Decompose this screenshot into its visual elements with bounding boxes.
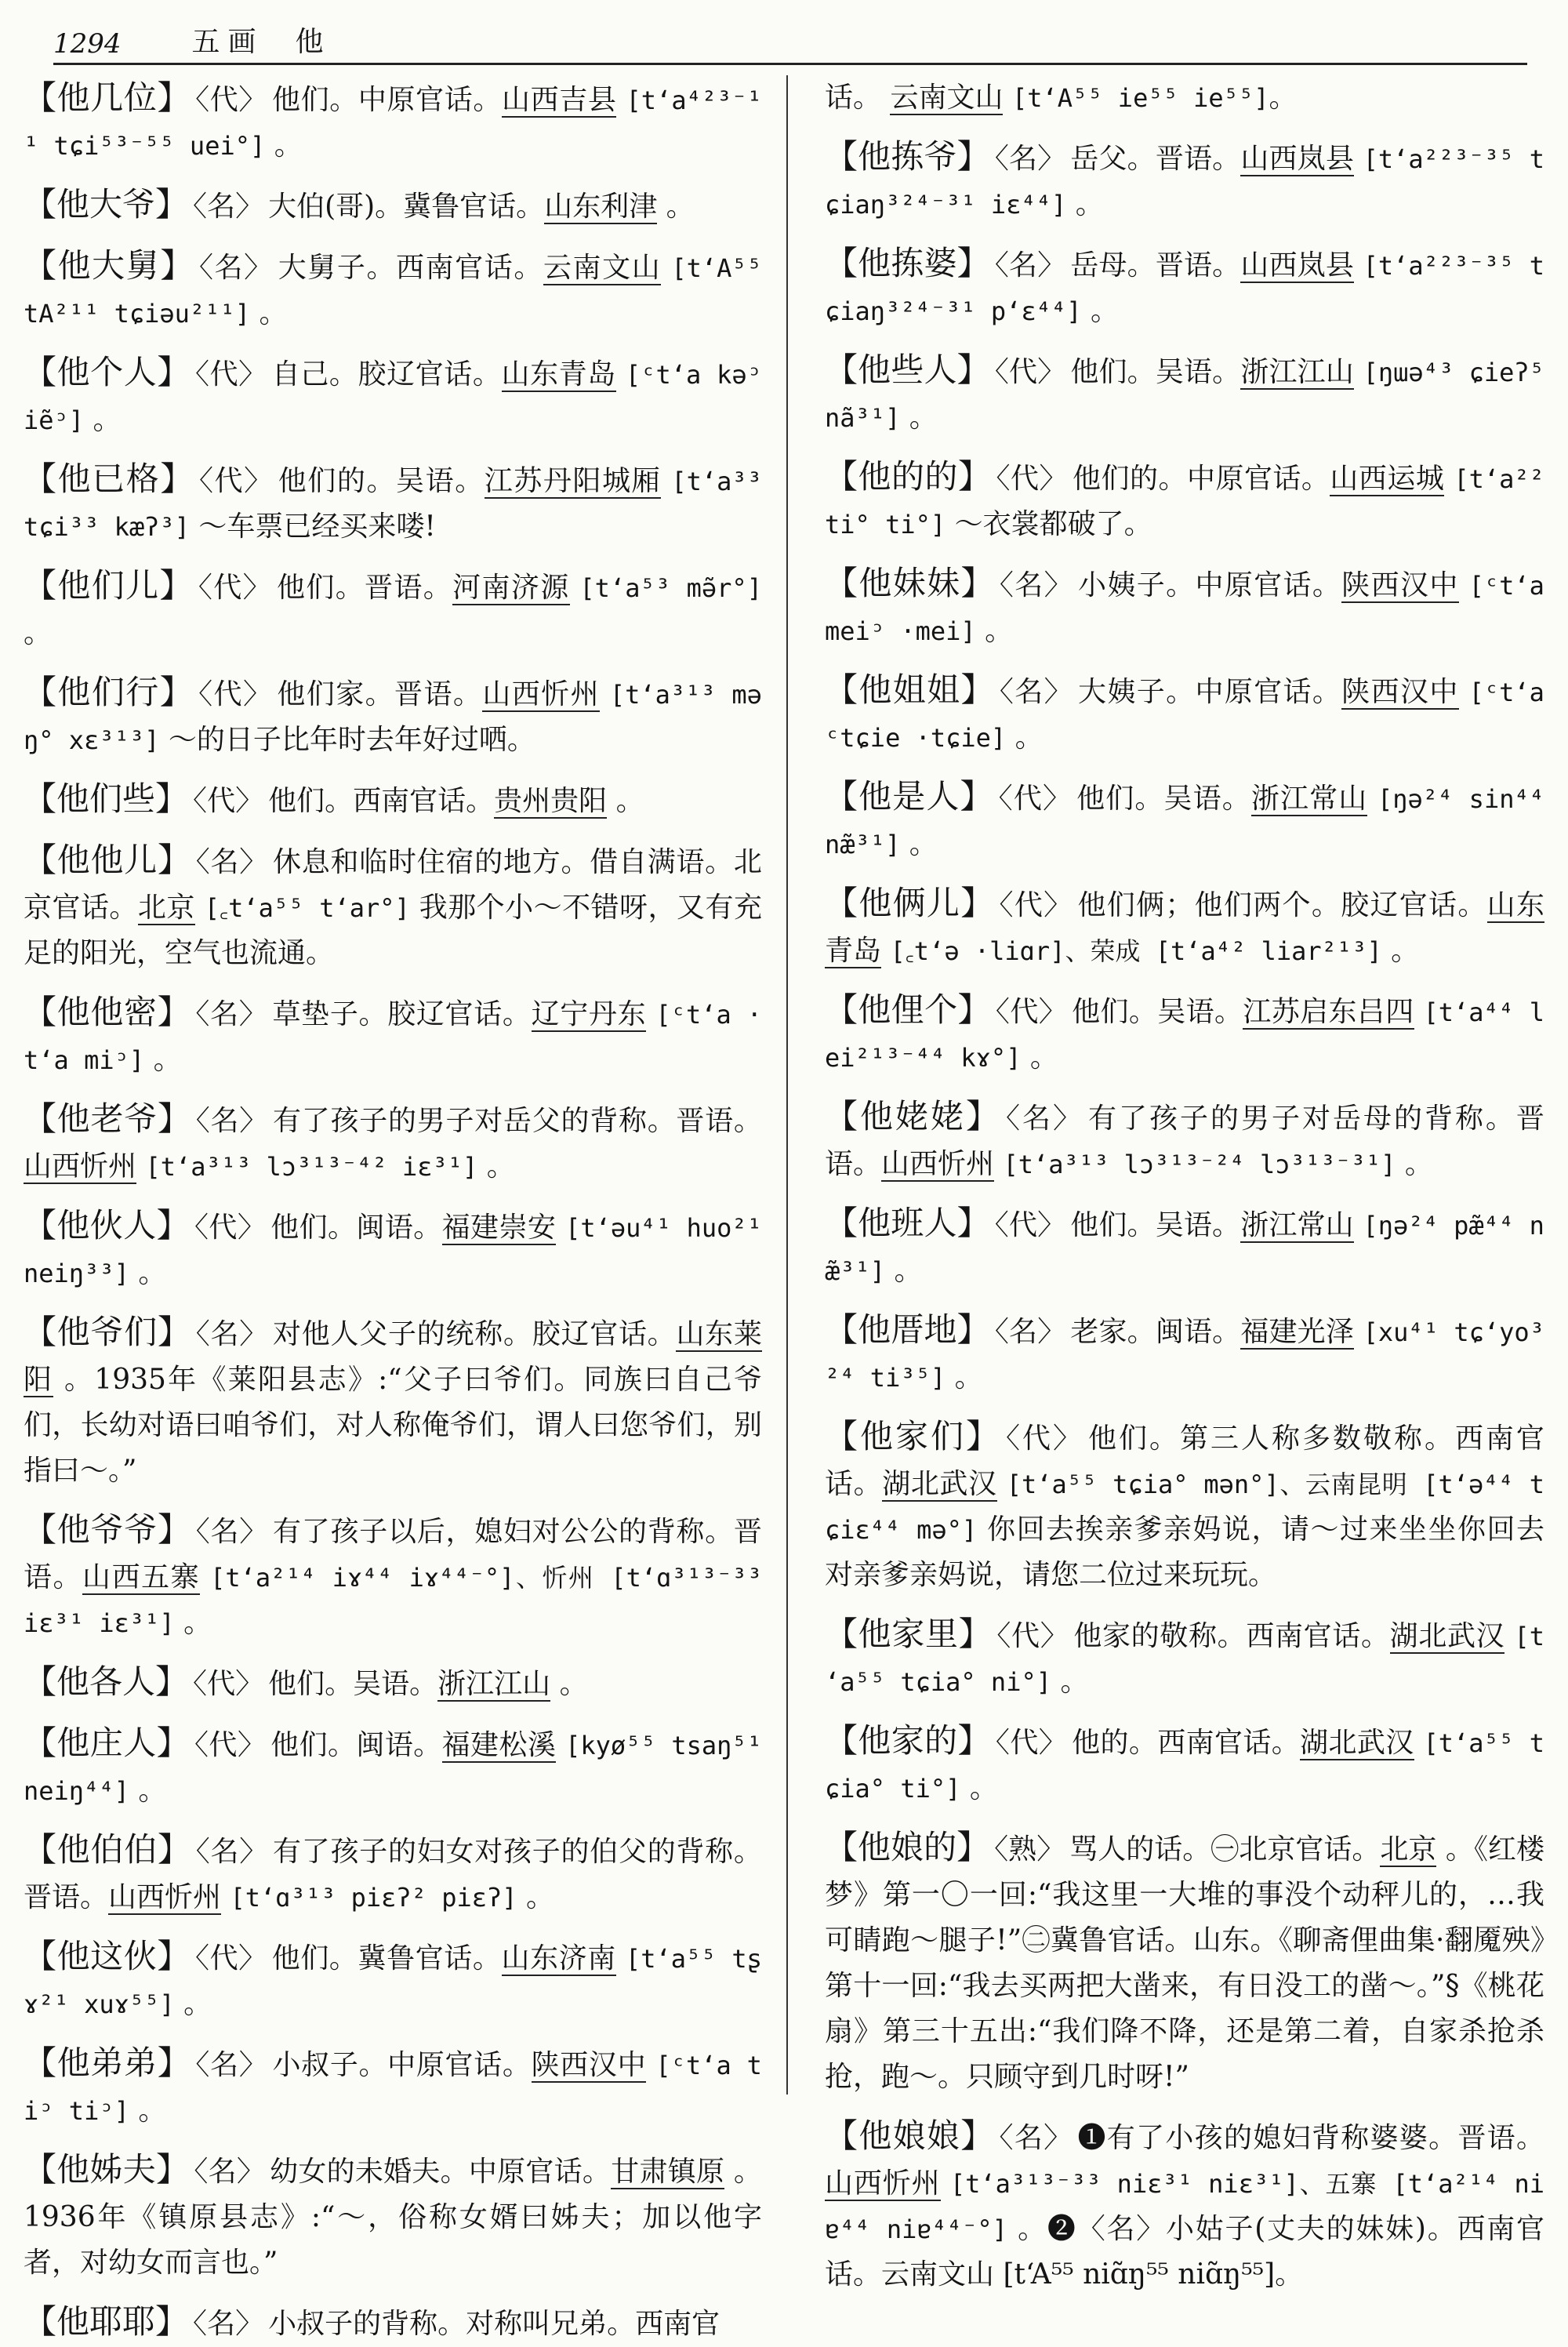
part-of-speech: 〈 代 〉 xyxy=(198,678,272,710)
example-text: 。 xyxy=(24,617,53,649)
continuation-suffix: 。 xyxy=(1269,82,1298,114)
headword: 【 他的的 】 xyxy=(825,457,991,496)
example-text: 。 xyxy=(1090,295,1119,327)
headword: 【 他大爷 】 xyxy=(24,185,188,223)
definition: 休息和临时住宿的地方。借自满语。北京官话。 xyxy=(24,846,762,924)
example-text: 。 xyxy=(1060,1666,1089,1698)
phonetic: [ᶜtʻa meiᵓ ·mei] xyxy=(825,571,1544,646)
part-of-speech: 〈 名 〉 xyxy=(193,2308,263,2340)
definition: 幼女的未婚夫。中原官话。 xyxy=(270,2156,612,2188)
part-of-speech: 〈 熟 〉 xyxy=(994,1833,1065,1866)
running-head xyxy=(192,20,332,63)
example-text: 。 xyxy=(909,401,938,434)
dictionary-entry xyxy=(825,667,1544,761)
definition: 大姨子。中原官话。 xyxy=(1077,676,1342,708)
dictionary-entry xyxy=(825,881,1544,974)
place-name: 湖北武汉 xyxy=(1389,1620,1505,1652)
phonetic: [tʻa⁵⁵ tɕia° mən°]、云南昆明 [tʻə⁴⁴ tɕiɛ⁴⁴ mə°] xyxy=(825,1470,1544,1545)
definition: 岳父。晋语。 xyxy=(1070,143,1241,175)
dictionary-entry xyxy=(24,670,762,763)
page-number: 1294 xyxy=(53,28,122,60)
phonetic: [ᶜtʻa ·tʻa miᵓ] xyxy=(24,1000,762,1075)
example-text: 。 xyxy=(138,2094,167,2127)
dictionary-entry xyxy=(825,1094,1544,1187)
definition: 他们的。中原官话。 xyxy=(1072,463,1330,495)
part-of-speech: 〈 代 〉 xyxy=(199,465,274,497)
example-text: 。 xyxy=(1404,1148,1433,1180)
definition: 有了孩子以后，媳妇对公公的背称。晋语。 xyxy=(24,1516,762,1593)
headword: 【 他姥姥 】 xyxy=(825,1097,1001,1135)
place-name: 甘肃镇原 xyxy=(611,2156,725,2188)
part-of-speech: 〈 代 〉 xyxy=(995,1209,1065,1241)
definition: 老家。闽语。 xyxy=(1070,1316,1241,1348)
headword: 【 他伙人 】 xyxy=(24,1206,190,1244)
example-text: 。 xyxy=(1014,721,1044,754)
part-of-speech: 〈 代 〉 xyxy=(198,572,272,604)
part-of-speech: 〈 名 〉 xyxy=(1000,2122,1073,2154)
example-text: 。 xyxy=(486,1150,515,1183)
phonetic: [tʻa⁴²³⁻¹¹ tɕi⁵³⁻⁵⁵ uei°] xyxy=(24,85,762,161)
headword: 【 他爷爷 】 xyxy=(24,1510,191,1549)
dictionary-entry xyxy=(24,243,762,336)
part-of-speech: 〈 代 〉 xyxy=(193,1668,263,1700)
definition: 他们。吴语。 xyxy=(1070,356,1241,388)
definition: 他们。吴语。 xyxy=(1076,783,1251,815)
example-text: 。 xyxy=(259,297,288,329)
dictionary-entry xyxy=(825,561,1544,654)
part-of-speech: 〈 名 〉 xyxy=(1006,1103,1083,1135)
dictionary-entry xyxy=(24,1934,762,2027)
phonetic: [ŋɯə⁴³ ɕieʔ⁵ nã³¹] xyxy=(825,358,1544,433)
definition: 他们。吴语。 xyxy=(1070,1209,1241,1241)
phonetic: [kyø⁵⁵ tsaŋ⁵¹ neiŋ⁴⁴] xyxy=(24,1731,762,1806)
headword: 【 他大舅 】 xyxy=(24,246,194,285)
example-text: 。 xyxy=(954,1361,983,1393)
column-divider xyxy=(786,75,788,2094)
headword: 【 他耶耶 】 xyxy=(24,2302,188,2341)
place-name: 浙江江山 xyxy=(1240,356,1354,388)
dictionary-entry xyxy=(24,182,762,230)
dictionary-entry xyxy=(24,75,762,169)
phonetic: [tʻa²²³⁻³⁵ tɕiaŋ³²⁴⁻³¹ iɛ⁴⁴] xyxy=(825,144,1544,220)
headword: 【 他们些 】 xyxy=(24,779,188,818)
definition: 有了孩子的男子对岳父的背称。晋语。 xyxy=(273,1105,762,1137)
example-text: 。 xyxy=(666,191,695,223)
part-of-speech: 〈 名 〉 xyxy=(995,249,1066,282)
dictionary-entry xyxy=(24,1659,762,1707)
headword: 【 他庄人 】 xyxy=(24,1724,190,1762)
dictionary-entry xyxy=(825,347,1544,441)
part-of-speech: 〈 名 〉 xyxy=(199,252,274,284)
headword: 【 他们行 】 xyxy=(24,673,194,711)
part-of-speech: 〈 代 〉 xyxy=(996,463,1068,495)
place-name: 陕西汉中 xyxy=(1341,676,1459,708)
place-name: 山西五寨 xyxy=(82,1561,201,1593)
place-name: 江苏丹阳城厢 xyxy=(484,465,662,497)
dictionary-entry xyxy=(825,134,1544,227)
place-name: 北京 xyxy=(137,892,195,924)
part-of-speech: 〈 代 〉 xyxy=(195,358,267,391)
part-of-speech: 〈 代 〉 xyxy=(193,785,263,817)
headword: 【 他拣婆 】 xyxy=(825,244,990,282)
example-text: 。 xyxy=(153,1044,182,1076)
headword: 【 他厝地 】 xyxy=(825,1310,990,1349)
phonetic: [tʻɑ³¹³ piɛʔ² piɛʔ] xyxy=(230,1883,517,1913)
place-name: 河南济源 xyxy=(452,572,570,604)
part-of-speech: 〈 名 〉 xyxy=(995,143,1066,175)
dictionary-entry xyxy=(825,1825,1544,2100)
definition: 他们的。吴语。 xyxy=(278,465,485,497)
place-name: 山东青岛 xyxy=(501,358,616,391)
part-of-speech: 〈 代 〉 xyxy=(999,783,1072,815)
part-of-speech: 〈 代 〉 xyxy=(995,356,1066,388)
headword: 【 他这伙 】 xyxy=(24,1937,191,1975)
example-text: 。 xyxy=(525,1881,554,1913)
section-label: 五画 xyxy=(191,26,264,58)
headword: 【 他他儿 】 xyxy=(24,841,191,879)
dictionary-entry xyxy=(825,241,1544,334)
part-of-speech: 〈 名 〉 xyxy=(196,1516,268,1548)
part-of-speech: 〈 代 〉 xyxy=(194,1729,266,1761)
definition: 他家的敬称。西南官话。 xyxy=(1073,1620,1390,1652)
definition: 他们。西南官话。 xyxy=(268,785,495,817)
headword: 【 他家里 】 xyxy=(825,1615,992,1653)
phonetic: [tʻəu⁴¹ huo²¹ neiŋ³³] xyxy=(24,1213,762,1288)
definition: 对他人父子的统称。胶辽官话。 xyxy=(273,1318,677,1350)
dictionary-entry xyxy=(24,1720,762,1814)
phonetic: [tʻa⁵⁵ tɕia° ti°] xyxy=(825,1728,1544,1804)
headword: 【 他们儿 】 xyxy=(24,566,194,605)
phonetic: [tʻa⁵⁵ tʂɤ²¹ xuɤ⁵⁵] xyxy=(24,1944,762,2019)
definition: 他的。西南官话。 xyxy=(1072,1727,1301,1759)
place-name: 浙江江山 xyxy=(437,1668,551,1700)
example-text: 。 xyxy=(909,828,938,860)
dictionary-entry xyxy=(825,1414,1544,1598)
headword: 【 他是人 】 xyxy=(825,777,994,816)
phonetic: [tʻa³¹³ məŋ° xɛ³¹³] xyxy=(24,680,762,755)
example-text: 。❷〈名〉小姑子(丈夫的妹妹)。西南官话。云南文山 [tʻA⁵⁵ niɑ̃ŋ⁵⁵ niɑ̃ŋ⁵⁵]。 xyxy=(825,2213,1545,2291)
dictionary-entry xyxy=(825,1611,1544,1705)
phonetic: [tʻa³¹³ lɔ³¹³⁻²⁴ lɔ³¹³⁻³¹] xyxy=(1003,1150,1396,1179)
place-name: 浙江常山 xyxy=(1240,1209,1354,1241)
dictionary-entry xyxy=(24,1203,762,1296)
dictionary-entry xyxy=(24,1096,762,1190)
definition: 他们。冀鲁官话。 xyxy=(271,1942,502,1975)
place-name: 福建崇安 xyxy=(441,1212,557,1244)
dictionary-entry xyxy=(825,1307,1544,1401)
place-name: 湖北武汉 xyxy=(1300,1727,1414,1759)
place-name: 浙江常山 xyxy=(1250,783,1368,815)
phonetic: [ŋə²⁴ sin⁴⁴ næ̃³¹] xyxy=(825,784,1544,859)
dictionary-entry xyxy=(24,1827,762,1920)
dictionary-entry xyxy=(24,2040,762,2134)
place-name: 江苏启东吕四 xyxy=(1243,996,1414,1028)
headword: 【 他已格 】 xyxy=(24,460,194,498)
page-header xyxy=(53,22,1527,65)
definition: 有了孩子的男子对岳母的背称。晋语。 xyxy=(825,1103,1544,1180)
headword: 【 他娘的 】 xyxy=(825,1828,989,1866)
part-of-speech: 〈 代 〉 xyxy=(996,996,1067,1028)
place-name: 山东莱阳 xyxy=(24,1318,762,1396)
headword: 【 他妹妹 】 xyxy=(825,564,995,602)
phonetic: [꜀tʻa⁵⁵ tʻar°] xyxy=(204,893,410,923)
definition: 他们。晋语。 xyxy=(276,572,453,604)
definition: 大舅子。西南官话。 xyxy=(278,252,543,284)
part-of-speech: 〈 名 〉 xyxy=(193,191,263,223)
example-text: 。 xyxy=(969,1772,998,1804)
example-text: 。 xyxy=(138,1775,167,1807)
dictionary-entry xyxy=(825,1718,1544,1811)
place-name: 陕西汉中 xyxy=(1341,569,1459,601)
example-text: 。 xyxy=(183,1607,212,1639)
definition: 小叔子。中原官话。 xyxy=(272,2049,532,2081)
example-text: 。 xyxy=(1075,188,1104,220)
place-name: 山西忻州 xyxy=(881,1148,995,1180)
example-text: 我那个小～不错呀，又有充足的阳光，空气也流通。 xyxy=(24,892,762,969)
dictionary-entry xyxy=(24,837,762,976)
continuation-prefix: 话。 xyxy=(825,82,882,114)
example-text: 。 xyxy=(93,404,122,436)
place-name: 山西岚县 xyxy=(1240,249,1354,282)
place-name: 贵州贵阳 xyxy=(494,785,608,817)
definition: 他们。中原官话。 xyxy=(272,84,502,116)
example-text: 。《红楼梦》第一〇一回:“我这里一大堆的事没个动秤儿的，…我可睛跑～腿子!”㊁冀鲁官话。山东。《聊斋俚曲集·翻魇殃》第十一回:“我去买两把大凿来，有日没工的凿～。”§《桃花扇》第三十五出:“我们降不降，还是第二着，自家杀抢杀抢，跑～。只顾守到几时呀!” xyxy=(825,1833,1544,2093)
headword: 【 他老爷 】 xyxy=(24,1099,191,1138)
headword: 【 他几位 】 xyxy=(24,78,191,117)
definition: 他们。闽语。 xyxy=(270,1212,442,1244)
part-of-speech: 〈 名 〉 xyxy=(196,1836,268,1868)
part-of-speech: 〈 代 〉 xyxy=(996,1620,1069,1652)
phonetic: [tʻa²²³⁻³⁵ tɕiaŋ³²⁴⁻³¹ pʻɛ⁴⁴] xyxy=(825,251,1544,326)
headword: 【 他伯伯 】 xyxy=(24,1830,191,1869)
headword: 【 他家的 】 xyxy=(825,1721,991,1760)
dictionary-entry xyxy=(24,456,762,550)
example-text: ～车票已经买来喽! xyxy=(198,510,436,543)
definition: 大伯(哥)。冀鲁官话。 xyxy=(268,191,545,223)
definition: 自己。胶辽官话。 xyxy=(271,358,502,391)
headword: 【 他弟弟 】 xyxy=(24,2044,191,2082)
dictionary-entry xyxy=(24,1507,762,1646)
phonetic: [ᶜtʻa kəᵓ iẽᵓ] xyxy=(24,360,762,435)
dictionary-entry xyxy=(825,454,1544,547)
example-text: 。 xyxy=(274,129,303,162)
example-text: 你回去挨亲爹亲妈说，请～过来坐坐你回去对亲爹亲妈说，请您二位过来玩玩。 xyxy=(825,1513,1544,1591)
head-character: 他 xyxy=(295,26,332,58)
phonetic: [tʻa²² ti° ti°] xyxy=(825,464,1544,540)
dictionary-entry xyxy=(24,563,762,656)
phonetic: [tʻa⁵⁵ tɕia° ni°] xyxy=(825,1622,1544,1697)
part-of-speech: 〈 代 〉 xyxy=(1006,1422,1083,1455)
definition: 他们俩；他们两个。胶辽官话。 xyxy=(1077,889,1487,921)
dictionary-entry xyxy=(24,1310,762,1494)
example-text: 。 xyxy=(985,615,1014,647)
part-of-speech: 〈 代 〉 xyxy=(195,84,267,116)
phonetic: [tʻA⁵⁵ tA²¹¹ tɕiəu²¹¹] xyxy=(24,253,762,329)
example-text: ～衣裳都破了。 xyxy=(954,508,1152,540)
dictionary-entry xyxy=(825,987,1544,1081)
example-text: 。 xyxy=(894,1255,923,1287)
place-name: 湖北武汉 xyxy=(882,1468,997,1500)
place-name: 陕西汉中 xyxy=(531,2049,647,2081)
headword: 【 他各人 】 xyxy=(24,1662,188,1701)
part-of-speech: 〈 名 〉 xyxy=(195,2049,267,2081)
dictionary-entry xyxy=(24,776,762,824)
left-column xyxy=(24,75,762,2341)
example-text: 。 xyxy=(615,785,644,817)
part-of-speech: 〈 代 〉 xyxy=(996,1727,1067,1759)
headword: 【 他拣爷 】 xyxy=(825,137,990,176)
place-name: 山东青岛 xyxy=(825,889,1544,967)
phonetic: [tʻA⁵⁵ ie⁵⁵ ie⁵⁵] xyxy=(1011,83,1269,113)
place-name: 山西忻州 xyxy=(108,1881,222,1913)
headword: 【 他俩儿 】 xyxy=(825,884,995,922)
part-of-speech: 〈 名 〉 xyxy=(194,2156,265,2188)
headword: 【 他家们 】 xyxy=(825,1417,1001,1455)
headword: 【 他他密 】 xyxy=(24,993,191,1031)
example-text: 。1936年《镇原县志》:“～，俗称女婿曰姊夫；加以他字者，对幼女而言也。” xyxy=(24,2156,762,2279)
right-column xyxy=(825,75,1545,2291)
headword: 【 他爷们 】 xyxy=(24,1313,191,1351)
headword: 【 他个人 】 xyxy=(24,353,191,391)
phonetic: [ŋə²⁴ pæ̃⁴⁴ næ̃³¹] xyxy=(825,1211,1544,1286)
place-name: 山西忻州 xyxy=(24,1150,137,1183)
phonetic: [tʻa³³ tɕi³³ kæʔ³] xyxy=(24,467,762,542)
dictionary-entry xyxy=(24,990,762,1083)
phonetic: [tʻa⁵³ mə̃r°] xyxy=(579,573,762,603)
phonetic: [tʻa³¹³ lɔ³¹³⁻⁴² iɛ³¹] xyxy=(145,1152,478,1182)
place-name: 北京 xyxy=(1380,1833,1437,1866)
place-name: 山西吉县 xyxy=(501,84,617,116)
continuation-entry xyxy=(825,75,1544,121)
part-of-speech: 〈 名 〉 xyxy=(196,846,268,878)
phonetic: [tʻa⁴⁴ lei²¹³⁻⁴⁴ kɤ°] xyxy=(825,997,1544,1073)
definition: 他们家。晋语。 xyxy=(277,678,483,710)
definition: 他们。闽语。 xyxy=(270,1729,442,1761)
definition: 他们。第三人称多数敬称。西南官话。 xyxy=(825,1422,1544,1500)
headword: 【 他俚个 】 xyxy=(825,990,991,1029)
phonetic: [tʻa³¹³⁻³³ niɛ³¹ niɛ³¹]、五寨 [tʻa²¹⁴ niɐ⁴⁴ niɐ⁴⁴⁻°] xyxy=(825,2169,1544,2244)
definition: 岳母。晋语。 xyxy=(1070,249,1241,282)
definition: 草垫子。胶辽官话。 xyxy=(272,998,532,1030)
place-name: 山西忻州 xyxy=(482,678,600,710)
dictionary-entry xyxy=(24,2299,762,2347)
part-of-speech: 〈 代 〉 xyxy=(194,1212,266,1244)
example-text: 。 xyxy=(183,1988,212,2020)
definition: 小叔子的背称。对称叫兄弟。西南官 xyxy=(268,2308,720,2340)
part-of-speech: 〈 代 〉 xyxy=(195,1942,267,1975)
place-name: 辽宁丹东 xyxy=(531,998,647,1030)
definition: ❶有了小孩的媳妇背称婆婆。晋语。 xyxy=(1077,2122,1544,2154)
part-of-speech: 〈 名 〉 xyxy=(196,1105,268,1137)
example-text: 。 xyxy=(1391,935,1420,967)
part-of-speech: 〈 名 〉 xyxy=(196,1318,268,1350)
place-name: 山西运城 xyxy=(1330,463,1445,495)
phonetic: [ᶜtʻa ᶜtɕie ·tɕie] xyxy=(825,678,1544,753)
place-name: 云南文山 xyxy=(890,82,1004,114)
part-of-speech: 〈 名 〉 xyxy=(1000,676,1073,708)
dictionary-entry xyxy=(825,2113,1544,2298)
place-name: 山东济南 xyxy=(501,1942,616,1975)
part-of-speech: 〈 名 〉 xyxy=(195,998,267,1030)
phonetic: [꜀tʻə ·liɑr]、荣成 [tʻa⁴² liar²¹³] xyxy=(890,936,1382,966)
definition: 他们。吴语。 xyxy=(268,1668,438,1700)
example-text: 。 xyxy=(559,1668,588,1700)
headword: 【 他班人 】 xyxy=(825,1204,990,1242)
dictionary-entry xyxy=(825,1201,1544,1294)
phonetic: [ᶜtʻa tiᵓ tiᵓ] xyxy=(24,2051,762,2126)
example-text: ～的日子比年时去年好过哂。 xyxy=(168,724,535,756)
definition: 骂人的话。㊀北京官话。 xyxy=(1069,1833,1381,1866)
example-text: 。 xyxy=(138,1257,167,1289)
place-name: 山西岚县 xyxy=(1240,143,1354,175)
part-of-speech: 〈 代 〉 xyxy=(1000,889,1073,921)
definition: 小姨子。中原官话。 xyxy=(1077,569,1342,601)
dictionary-entry xyxy=(825,774,1544,867)
part-of-speech: 〈 名 〉 xyxy=(1000,569,1073,601)
dictionary-entry xyxy=(24,350,762,443)
example-text: 。 xyxy=(1029,1041,1058,1074)
place-name: 山西忻州 xyxy=(825,2167,941,2200)
place-name: 福建松溪 xyxy=(441,1729,557,1761)
phonetic: [tʻa²¹⁴ iɤ⁴⁴ iɤ⁴⁴⁻°]、忻州 [tʻɑ³¹³⁻³³ iɛ³¹ iɛ³¹] xyxy=(24,1563,762,1638)
example-text: 。1935年《莱阳县志》:“父子曰爷们。同族曰自己爷们，长幼对语曰咱爷们，对人称俺爷们，谓人曰您爷们，别指曰～。” xyxy=(24,1364,762,1487)
place-name: 山东利津 xyxy=(544,191,658,223)
place-name: 云南文山 xyxy=(543,252,662,284)
definition: 他们。吴语。 xyxy=(1072,996,1243,1028)
dictionary-entry xyxy=(24,2147,762,2286)
phonetic: [xu⁴¹ tɕʻyo³²⁴ ti³⁵] xyxy=(825,1317,1544,1393)
headword: 【 他姊夫 】 xyxy=(24,2150,189,2189)
part-of-speech: 〈 名 〉 xyxy=(995,1316,1066,1348)
headword: 【 他姐姐 】 xyxy=(825,670,995,709)
definition: 有了孩子的妇女对孩子的伯父的背称。晋语。 xyxy=(24,1836,762,1913)
place-name: 福建光泽 xyxy=(1240,1316,1354,1348)
headword: 【 他些人 】 xyxy=(825,351,990,389)
headword: 【 他娘娘 】 xyxy=(825,2116,995,2155)
